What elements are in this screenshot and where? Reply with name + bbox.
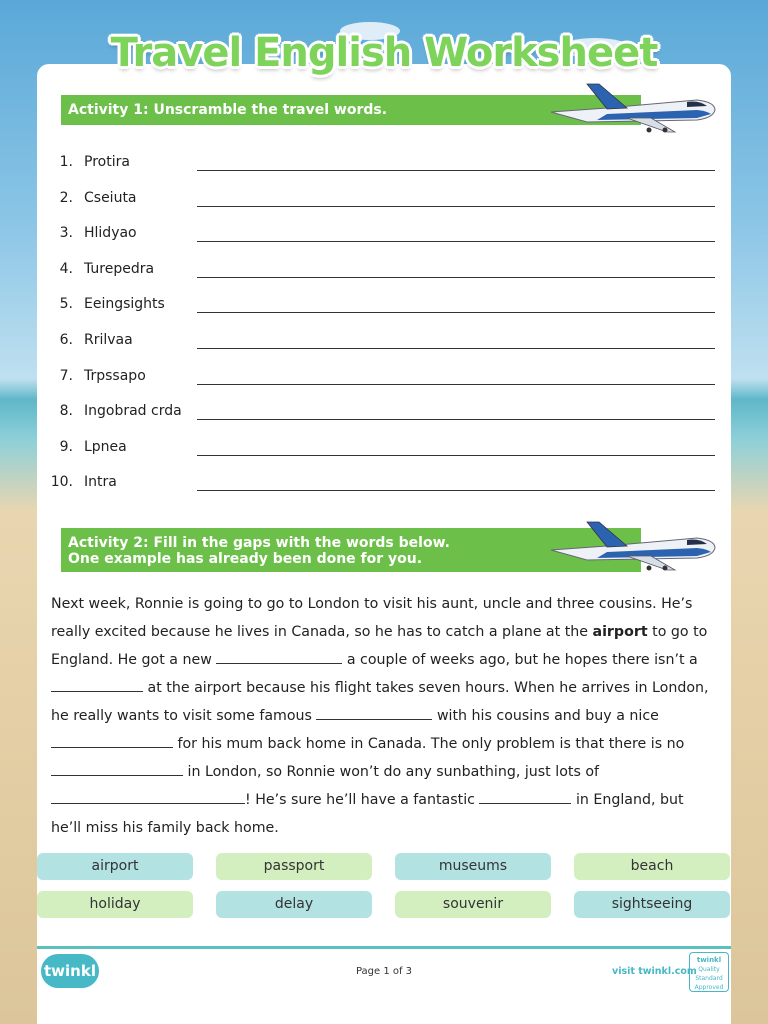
- airplane-icon: [547, 516, 717, 574]
- answer-line[interactable]: [197, 490, 715, 491]
- page-title: Travel English Worksheet: [110, 30, 658, 76]
- scrambled-word: Protira: [84, 154, 130, 170]
- word-chip: sightseeing: [574, 891, 730, 918]
- item-number: 2.: [59, 190, 73, 206]
- item-number: 1.: [59, 154, 73, 170]
- answer-gap[interactable]: [216, 649, 342, 664]
- answer-line[interactable]: [197, 206, 715, 207]
- list-item: [37, 225, 731, 245]
- word-chip: souvenir: [395, 891, 551, 918]
- list-item: [37, 439, 731, 459]
- answer-line[interactable]: [197, 170, 715, 171]
- activity2-heading-line1: Activity 2: Fill in the gaps with the words below.: [68, 535, 450, 551]
- answer-line[interactable]: [197, 419, 715, 420]
- item-number: 8.: [59, 403, 73, 419]
- worksheet-sheet: [37, 64, 731, 1024]
- airplane-icon: [547, 78, 717, 136]
- scrambled-word: Rrilvaa: [84, 332, 133, 348]
- quality-badge-icon: [689, 952, 729, 992]
- word-chip: airport: [37, 853, 193, 880]
- list-item: [37, 403, 731, 423]
- scrambled-word: Trpssapo: [84, 368, 146, 384]
- item-number: 6.: [59, 332, 73, 348]
- answer-gap[interactable]: [316, 705, 432, 720]
- scrambled-word: Eeingsights: [84, 296, 165, 312]
- scrambled-word: Hlidyao: [84, 225, 137, 241]
- word-chip: beach: [574, 853, 730, 880]
- visit-link[interactable]: visit twinkl.com: [612, 966, 697, 977]
- activity2-heading-line2: One example has already been done for you.: [68, 551, 423, 567]
- item-number: 3.: [59, 225, 73, 241]
- scrambled-word: Turepedra: [84, 261, 155, 277]
- item-number: 10.: [50, 474, 73, 490]
- word-chip: delay: [216, 891, 372, 918]
- list-item: [37, 332, 731, 352]
- paragraph-text: for his mum back home in Canada. The only problem is that there is no: [173, 736, 685, 752]
- paragraph-text: a couple of weeks ago, but he hopes there isn’t a: [342, 652, 698, 668]
- answer-line[interactable]: [197, 455, 715, 456]
- item-number: 7.: [59, 368, 73, 384]
- scrambled-word: Intra: [84, 474, 117, 490]
- paragraph-text: ! He’s sure he’ll have a fantastic: [245, 792, 480, 808]
- list-item: [37, 296, 731, 316]
- badge-text: Approved: [694, 984, 724, 991]
- answer-gap[interactable]: [51, 761, 183, 776]
- scrambled-word: Cseiuta: [84, 190, 137, 206]
- badge-text: Quality Standard: [695, 966, 723, 982]
- item-number: 9.: [59, 439, 73, 455]
- badge-text: twinkl: [696, 956, 722, 964]
- answer-gap[interactable]: [479, 789, 571, 804]
- answer-line[interactable]: [197, 312, 715, 313]
- item-number: 4.: [59, 261, 73, 277]
- list-item: [37, 368, 731, 388]
- page-number: Page 1 of 3: [355, 966, 413, 977]
- answer-line[interactable]: [197, 384, 715, 385]
- footer-divider: [37, 946, 731, 949]
- answer-line[interactable]: [197, 277, 715, 278]
- paragraph-text: in London, so Ronnie won’t do any sunbathing, just lots of: [183, 764, 600, 780]
- paragraph-text: Next week, Ronnie is going to go to London to visit his aunt, uncle and three cousins. He’s really excited because he lives in Canada, so he has to catch a plane at the: [51, 596, 693, 640]
- answer-gap[interactable]: [51, 677, 143, 692]
- twinkl-logo[interactable]: twinkl: [41, 954, 99, 988]
- activity1-heading: Activity 1: Unscramble the travel words.: [68, 102, 388, 118]
- paragraph-text: at the airport because his flight takes seven hours. When he arrives in London, he really wants to visit some famous: [51, 680, 709, 724]
- list-item: [37, 474, 731, 494]
- list-item: [37, 261, 731, 281]
- word-chip: holiday: [37, 891, 193, 918]
- scrambled-word: Lpnea: [84, 439, 127, 455]
- item-number: 5.: [59, 296, 73, 312]
- word-chip: passport: [216, 853, 372, 880]
- list-item: [37, 190, 731, 210]
- gap-fill-paragraph: [51, 590, 716, 842]
- answer-line[interactable]: [197, 241, 715, 242]
- answer-gap[interactable]: [51, 789, 245, 804]
- answer-gap[interactable]: [51, 733, 173, 748]
- scrambled-word: Ingobrad crda: [84, 403, 182, 419]
- answer-line[interactable]: [197, 348, 715, 349]
- list-item: [37, 154, 731, 174]
- word-chip: museums: [395, 853, 551, 880]
- example-answer: airport: [592, 624, 648, 640]
- paragraph-text: in England, but he’ll miss his family back home.: [51, 792, 684, 836]
- paragraph-text: with his cousins and buy a nice: [432, 708, 659, 724]
- paragraph-text: to go to England. He got a new: [51, 624, 708, 668]
